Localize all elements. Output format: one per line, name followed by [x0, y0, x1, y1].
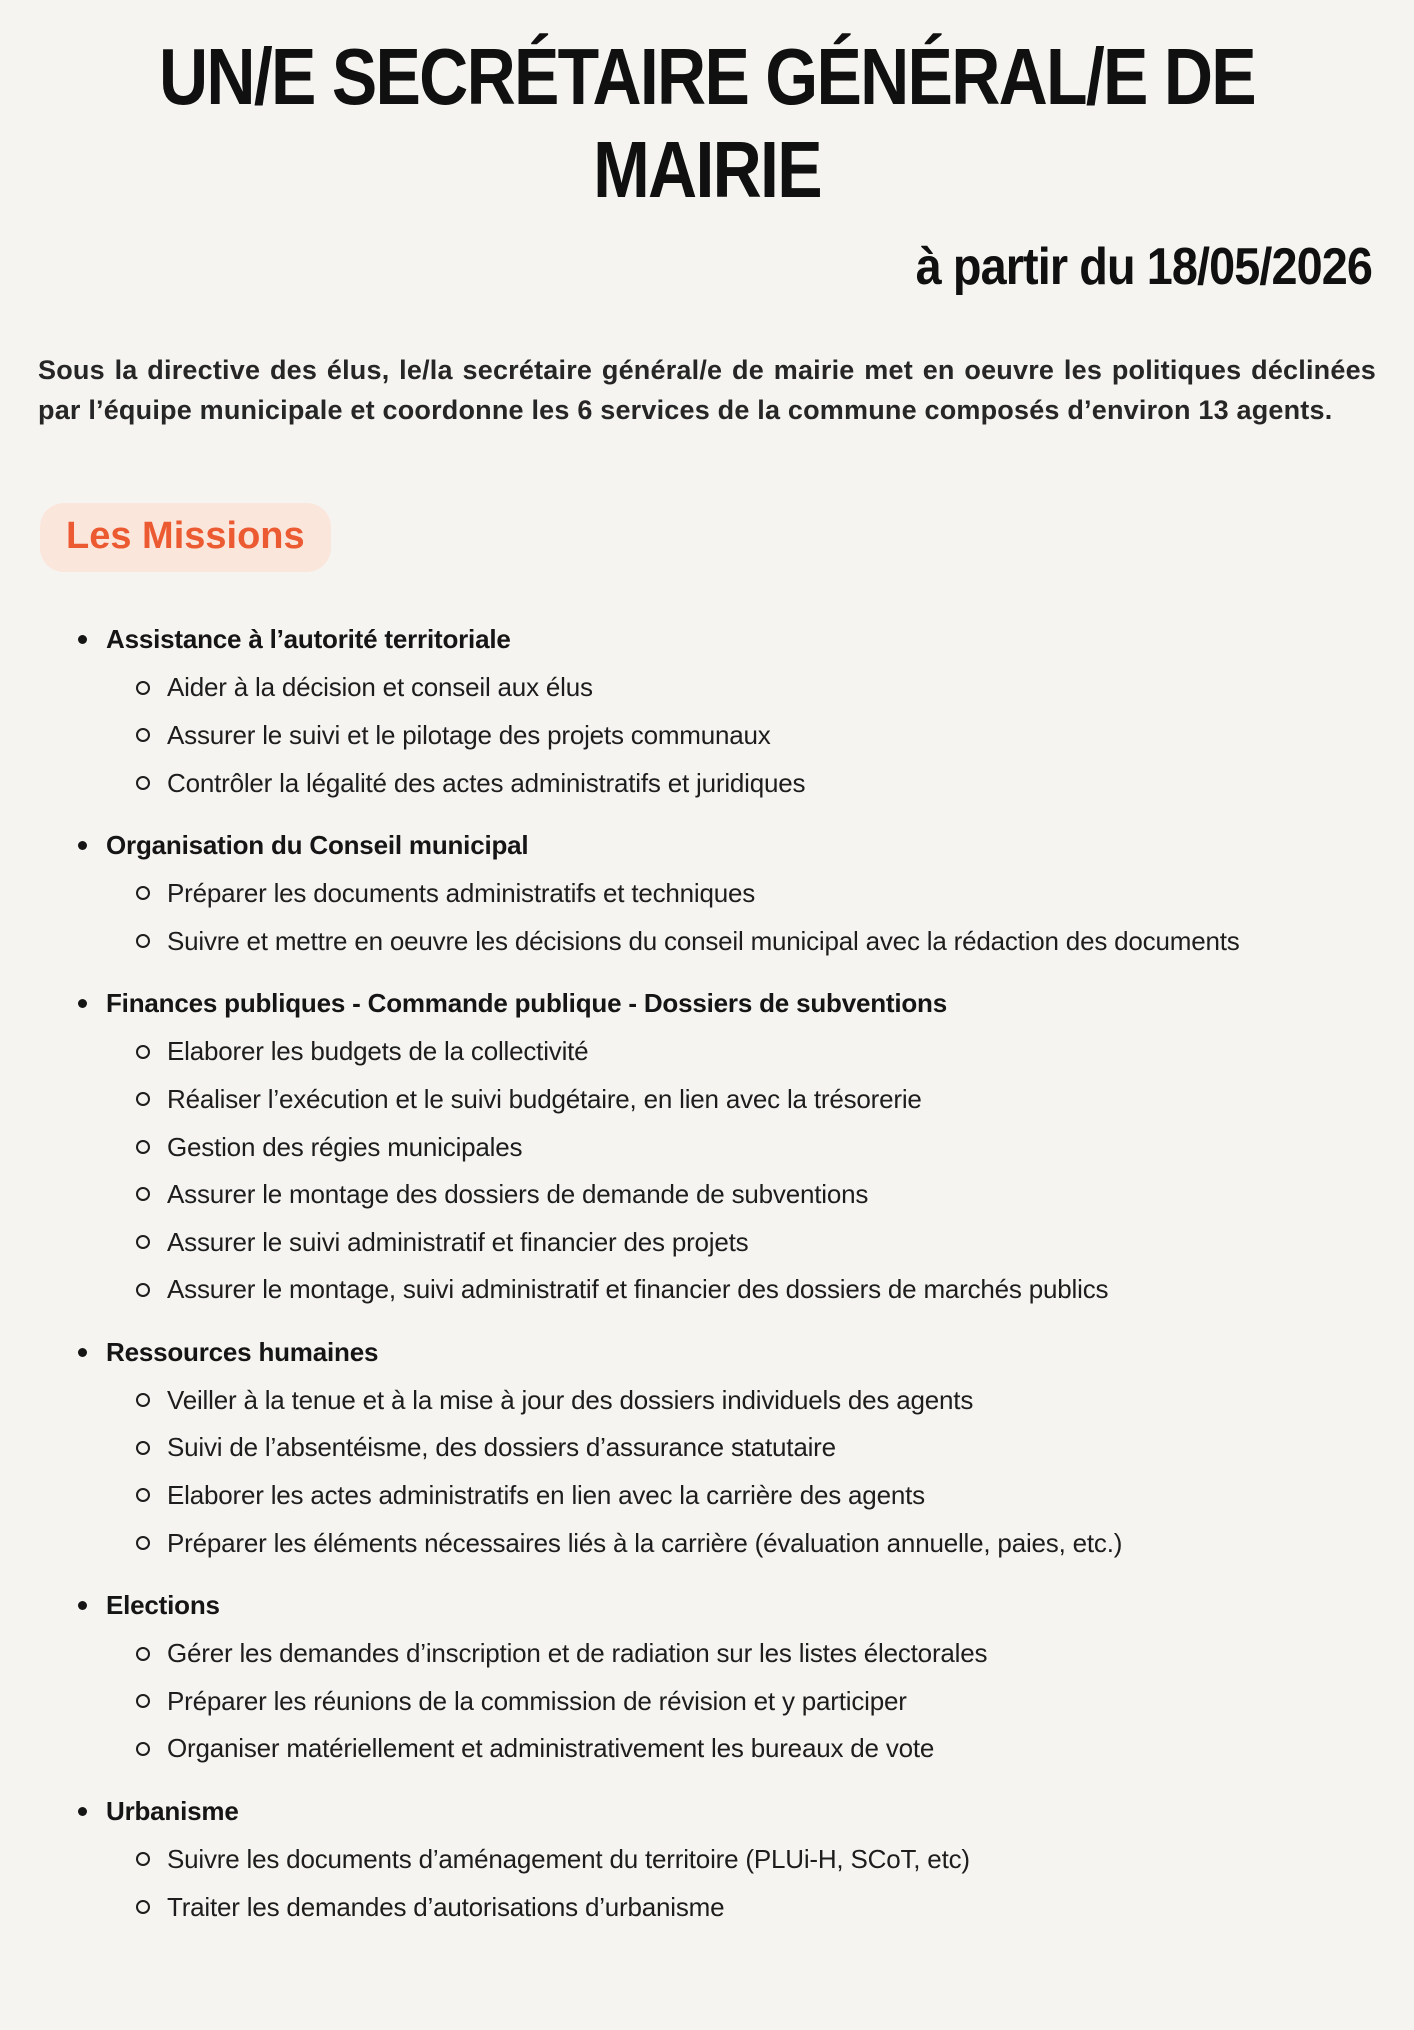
mission-item	[136, 1085, 1374, 1114]
hollow-bullet-icon	[136, 1488, 150, 1502]
mission-item-text: Suivi de l’absentéisme, des dossiers d’assurance statutaire	[167, 1432, 836, 1463]
mission-item-text: Assurer le suivi administratif et financier des projets	[167, 1226, 749, 1257]
mission-item-text: Traiter les demandes d’autorisations d’urbanisme	[167, 1891, 725, 1922]
mission-item	[136, 879, 1374, 908]
mission-item-text: Suivre et mettre en oeuvre les décisions du conseil municipal avec la rédaction des documents	[167, 925, 1240, 956]
mission-item	[136, 1893, 1374, 1922]
mission-item	[136, 1180, 1374, 1209]
mission-item-text: Elaborer les budgets de la collectivité	[167, 1036, 589, 1067]
mission-items	[78, 1639, 1374, 1763]
mission-item-text: Préparer les documents administratifs et techniques	[167, 878, 756, 909]
mission-item	[136, 927, 1374, 956]
mission-item-text: Réaliser l’exécution et le suivi budgétaire, en lien avec la trésorerie	[167, 1083, 922, 1114]
hollow-bullet-icon	[136, 1694, 150, 1708]
mission-item-text: Assurer le suivi et le pilotage des projets communaux	[167, 719, 771, 750]
mission-item	[136, 769, 1374, 798]
hollow-bullet-icon	[136, 681, 150, 695]
hollow-bullet-icon	[136, 1742, 150, 1756]
mission-item	[136, 673, 1374, 702]
hollow-bullet-icon	[136, 1441, 150, 1455]
mission-section	[78, 1796, 1374, 1921]
filled-bullet-icon	[78, 1807, 87, 1816]
mission-item	[136, 1037, 1374, 1066]
mission-section-title	[78, 1590, 1374, 1621]
mission-item-text: Préparer les éléments nécessaires liés à la carrière (évaluation annuelle, paies, etc.)	[167, 1527, 1123, 1558]
mission-item	[136, 1228, 1374, 1257]
filled-bullet-icon	[78, 1348, 87, 1357]
hollow-bullet-icon	[136, 1393, 150, 1407]
mission-section	[78, 1337, 1374, 1557]
filled-bullet-icon	[78, 635, 87, 644]
mission-item	[136, 1386, 1374, 1415]
start-date-subtitle	[0, 237, 1372, 297]
mission-items	[78, 673, 1374, 797]
filled-bullet-icon	[78, 841, 87, 850]
hollow-bullet-icon	[136, 1852, 150, 1866]
mission-item-text: Gérer les demandes d’inscription et de radiation sur les listes électorales	[167, 1638, 988, 1669]
mission-item	[136, 1734, 1374, 1763]
mission-items	[78, 1386, 1374, 1557]
mission-item	[136, 721, 1374, 750]
mission-section	[78, 830, 1374, 955]
mission-item-text: Organiser matériellement et administrativement les bureaux de vote	[167, 1733, 935, 1764]
hollow-bullet-icon	[136, 1187, 150, 1201]
mission-items	[78, 879, 1374, 955]
mission-section-title	[78, 1337, 1374, 1368]
page-title	[0, 30, 1414, 216]
mission-item	[136, 1275, 1374, 1304]
mission-section-title	[78, 830, 1374, 861]
mission-section-title-text: Finances publiques - Commande publique - Dossiers de subventions	[106, 988, 947, 1019]
hollow-bullet-icon	[136, 1092, 150, 1106]
mission-section-title-text: Ressources humaines	[106, 1336, 379, 1367]
missions-heading: Les Missions	[40, 503, 331, 572]
hollow-bullet-icon	[136, 776, 150, 790]
mission-section	[78, 1590, 1374, 1763]
mission-item-text: Aider à la décision et conseil aux élus	[167, 672, 593, 703]
hollow-bullet-icon	[136, 934, 150, 948]
hollow-bullet-icon	[136, 886, 150, 900]
page-title-line-1: UN/E SECRÉTAIRE GÉNÉRAL/E DE	[159, 32, 1255, 121]
mission-section-title-text: Organisation du Conseil municipal	[106, 830, 529, 861]
mission-section-title	[78, 1796, 1374, 1827]
start-date-text: à partir du 18/05/2026	[915, 238, 1372, 297]
hollow-bullet-icon	[136, 1235, 150, 1249]
mission-section-title	[78, 988, 1374, 1019]
mission-section	[78, 988, 1374, 1304]
hollow-bullet-icon	[136, 1900, 150, 1914]
filled-bullet-icon	[78, 1601, 87, 1610]
mission-item-text: Gestion des régies municipales	[167, 1131, 523, 1162]
mission-section-title-text: Assistance à l’autorité territoriale	[106, 624, 511, 655]
mission-item	[136, 1845, 1374, 1874]
hollow-bullet-icon	[136, 1283, 150, 1297]
mission-section-title	[78, 624, 1374, 655]
mission-item	[136, 1481, 1374, 1510]
mission-item-text: Veiller à la tenue et à la mise à jour des dossiers individuels des agents	[167, 1384, 974, 1415]
hollow-bullet-icon	[136, 1140, 150, 1154]
mission-item	[136, 1529, 1374, 1558]
mission-items	[78, 1845, 1374, 1921]
missions-list	[78, 624, 1374, 1921]
mission-item	[136, 1687, 1374, 1716]
intro-paragraph: Sous la directive des élus, le/la secrétaire général/e de mairie met en oeuvre les politiques déclinées par l’équipe municipale et coordonne les 6 services de la commune composés d’environ 13 agents.	[38, 355, 1376, 426]
mission-section-title-text: Elections	[106, 1590, 220, 1621]
hollow-bullet-icon	[136, 728, 150, 742]
mission-section-title-text: Urbanisme	[106, 1796, 239, 1827]
mission-item-text: Contrôler la légalité des actes administratifs et juridiques	[167, 767, 806, 798]
mission-item-text: Suivre les documents d’aménagement du territoire (PLUi-H, SCoT, etc)	[167, 1844, 970, 1875]
hollow-bullet-icon	[136, 1045, 150, 1059]
hollow-bullet-icon	[136, 1647, 150, 1661]
mission-item-text: Assurer le montage, suivi administratif et financier des dossiers de marchés publics	[167, 1274, 1109, 1305]
hollow-bullet-icon	[136, 1536, 150, 1550]
mission-section	[78, 624, 1374, 797]
mission-item-text: Assurer le montage des dossiers de demande de subventions	[167, 1179, 869, 1210]
mission-item-text: Elaborer les actes administratifs en lien avec la carrière des agents	[167, 1480, 925, 1511]
mission-item	[136, 1133, 1374, 1162]
mission-item	[136, 1639, 1374, 1668]
mission-items	[78, 1037, 1374, 1304]
mission-item-text: Préparer les réunions de la commission de révision et y participer	[167, 1685, 907, 1716]
mission-item	[136, 1433, 1374, 1462]
filled-bullet-icon	[78, 999, 87, 1008]
page-title-line-2: MAIRIE	[593, 125, 821, 214]
